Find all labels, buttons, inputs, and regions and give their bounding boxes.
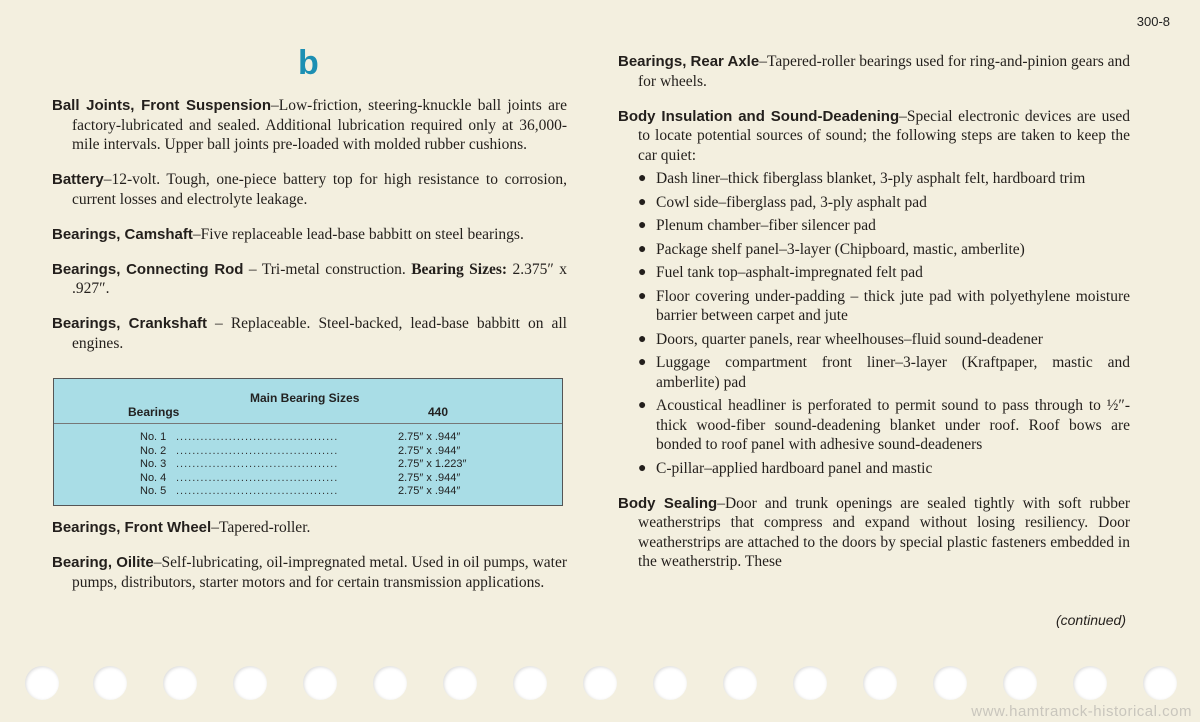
list-item-text: Doors, quarter panels, rear wheelhouses–fluid sound-deadener (656, 330, 1043, 348)
list-item-text: Fuel tank top–asphalt-impregnated felt pad (656, 264, 923, 281)
left-column (52, 96, 567, 361)
list-item-text: C-pillar–applied hardboard panel and mastic (656, 459, 933, 477)
bullet-icon: ● (638, 241, 647, 257)
main-bearing-sizes-table (53, 378, 563, 506)
table-row (54, 431, 562, 445)
punch-hole (1003, 666, 1037, 700)
entry-text: – Replaceable. Steel-backed, lead-base babbitt on all engines. (72, 315, 567, 352)
watermark: www.hamtramck-historical.com (971, 703, 1192, 720)
entry-term: Battery (52, 171, 104, 188)
entry-term: Bearings, Crankshaft (52, 315, 208, 332)
row-leader-dots: ........................................ (176, 458, 339, 471)
right-column (618, 52, 1130, 580)
punch-hole (863, 666, 897, 700)
entry-text: –Self-lubricating, oil-impregnated metal. Used in oil pumps, water pumps, distributors, starter motors and for certain transmission applications. (72, 554, 567, 591)
table-row (54, 472, 562, 486)
list-item-text: Floor covering under-padding – thick jute pad with polyethylene moisture barrier between carpet and jute (656, 287, 1130, 324)
punch-hole (793, 666, 827, 700)
list-item-text: Plenum chamber–fiber silencer pad (656, 217, 876, 234)
entry-term: Bearings, Front Wheel (52, 519, 212, 536)
list-item (636, 287, 1130, 326)
row-leader-dots: ........................................ (176, 485, 339, 498)
entry-term: Bearings, Camshaft (52, 225, 193, 243)
bullet-icon: ● (638, 171, 647, 186)
entry-text: –Tapered-roller. (211, 519, 311, 536)
list-item (636, 459, 1130, 479)
table-body (54, 424, 562, 499)
list-item (636, 169, 1130, 189)
bullet-icon: ● (638, 218, 647, 233)
entry-term: Ball Joints, Front Suspension (52, 97, 272, 114)
punch-hole (25, 666, 59, 700)
table-row (54, 458, 562, 472)
entry-term: Body Insulation and Sound-Deadening (618, 107, 900, 125)
row-value: 2.75″ x .944″ (398, 431, 461, 443)
punch-hole (443, 666, 477, 700)
entry-text: –Special electronic devices are used to locate potential sources of sound; the following steps are taken to keep the car quiet: (638, 107, 1130, 164)
entry-text: – Tri-metal construction. (243, 260, 412, 278)
bullet-icon: ● (638, 331, 647, 347)
list-item-text: Acoustical headliner is perforated to permit sound to pass through to ½″-thick wood-fiber sound-deadening blanket under roof. Roof bows are bonded to roof panel with adhesive sound-deadeners (656, 397, 1130, 453)
bullet-icon: ● (638, 265, 647, 280)
entry-text: –Door and trunk openings are sealed tightly with soft rubber weatherstrips that compress and expand without losing resiliency. Door weatherstrips are attached to the doors by special plastic fasteners embedded in the weatherstrip. These (638, 494, 1130, 570)
punch-hole (233, 666, 267, 700)
row-leader-dots: ........................................ (176, 444, 339, 457)
entry-term: Body Sealing (618, 494, 718, 512)
bullet-icon: ● (638, 288, 647, 304)
table-row (54, 485, 562, 499)
page-number: 300-8 (1136, 14, 1170, 29)
punch-hole (653, 666, 687, 700)
punch-hole (373, 666, 407, 700)
row-label: No. 4 (140, 471, 167, 484)
row-value: 2.75″ x .944″ (398, 485, 461, 498)
table-column-bearings: Bearings (128, 405, 180, 419)
entry-bearings-camshaft (52, 225, 567, 245)
row-leader-dots: ........................................ (176, 471, 339, 484)
row-label: No. 5 (140, 485, 167, 498)
entry-text: –Five replaceable lead-base babbitt on steel bearings. (192, 225, 524, 243)
row-label: No. 1 (140, 431, 167, 443)
punch-hole (723, 666, 757, 700)
entry-bearings-rear-axle (618, 52, 1130, 91)
entry-ball-joints (52, 96, 567, 155)
entry-body-sealing (618, 494, 1130, 572)
row-label: No. 3 (140, 458, 167, 471)
list-item-text: Luggage compartment front liner–3-layer (Kraftpaper, mastic and amberlite) pad (656, 354, 1130, 391)
table-title: Main Bearing Sizes (250, 391, 360, 405)
punch-hole (933, 666, 967, 700)
table-header (54, 379, 562, 424)
entry-body-insulation (618, 107, 1130, 166)
punch-hole (583, 666, 617, 700)
bullet-icon: ● (638, 398, 647, 413)
row-value: 2.75″ x .944″ (398, 444, 461, 457)
list-item-text: Package shelf panel–3-layer (Chipboard, mastic, amberlite) (656, 240, 1025, 258)
list-item (636, 216, 1130, 236)
punch-hole (303, 666, 337, 700)
entry-bearings-front-wheel (52, 518, 567, 538)
section-letter: b (298, 44, 319, 82)
bullet-icon: ● (638, 460, 647, 476)
entry-term: Bearings, Rear Axle (618, 53, 760, 70)
list-item (636, 330, 1130, 350)
entry-subterm: Bearing Sizes: (411, 260, 508, 278)
entry-bearings-crankshaft (52, 314, 567, 353)
list-item-text: Cowl side–fiberglass pad, 3-ply asphalt pad (656, 193, 927, 211)
entry-bearing-oilite (52, 553, 567, 592)
entry-text: –12-volt. Tough, one-piece battery top for high resistance to corrosion, current losses and electrolyte leakage. (72, 171, 567, 208)
table-column-440: 440 (428, 405, 449, 419)
bullet-icon: ● (638, 355, 647, 370)
row-leader-dots: ........................................ (176, 431, 339, 443)
list-item (636, 263, 1130, 283)
list-item (636, 396, 1130, 455)
entry-bearings-connecting-rod (52, 260, 567, 299)
list-item-text: Dash liner–thick fiberglass blanket, 3-ply asphalt felt, hardboard trim (656, 170, 1086, 187)
row-value: 2.75″ x .944″ (398, 471, 461, 484)
continued-label: (continued) (1055, 612, 1126, 628)
punch-hole (1143, 666, 1177, 700)
punch-hole (513, 666, 547, 700)
list-item (636, 193, 1130, 213)
entry-battery (52, 170, 567, 209)
table-row (54, 445, 562, 459)
entry-text-2: 2.375″ x .927″. (72, 260, 568, 297)
entry-term: Bearing, Oilite (52, 554, 154, 571)
bullet-icon: ● (638, 194, 647, 210)
row-value: 2.75″ x 1.223″ (398, 458, 467, 471)
entry-text: –Low-friction, steering-knuckle ball joints are factory-lubricated and sealed. Additional lubrication required only at 36,000-mile intervals. Upper ball joints pre-loaded with molded rubber cushions. (72, 97, 568, 153)
row-label: No. 2 (140, 444, 167, 457)
left-column-lower (52, 518, 567, 600)
punch-hole (93, 666, 127, 700)
sound-deadening-list (618, 169, 1130, 478)
punch-hole (163, 666, 197, 700)
list-item (636, 353, 1130, 392)
binder-punch-holes (0, 664, 1200, 704)
entry-text: –Tapered-roller bearings used for ring-and-pinion gears and for wheels. (638, 53, 1130, 90)
punch-hole (1073, 666, 1107, 700)
entry-term: Bearings, Connecting Rod (52, 260, 244, 278)
list-item (636, 240, 1130, 260)
